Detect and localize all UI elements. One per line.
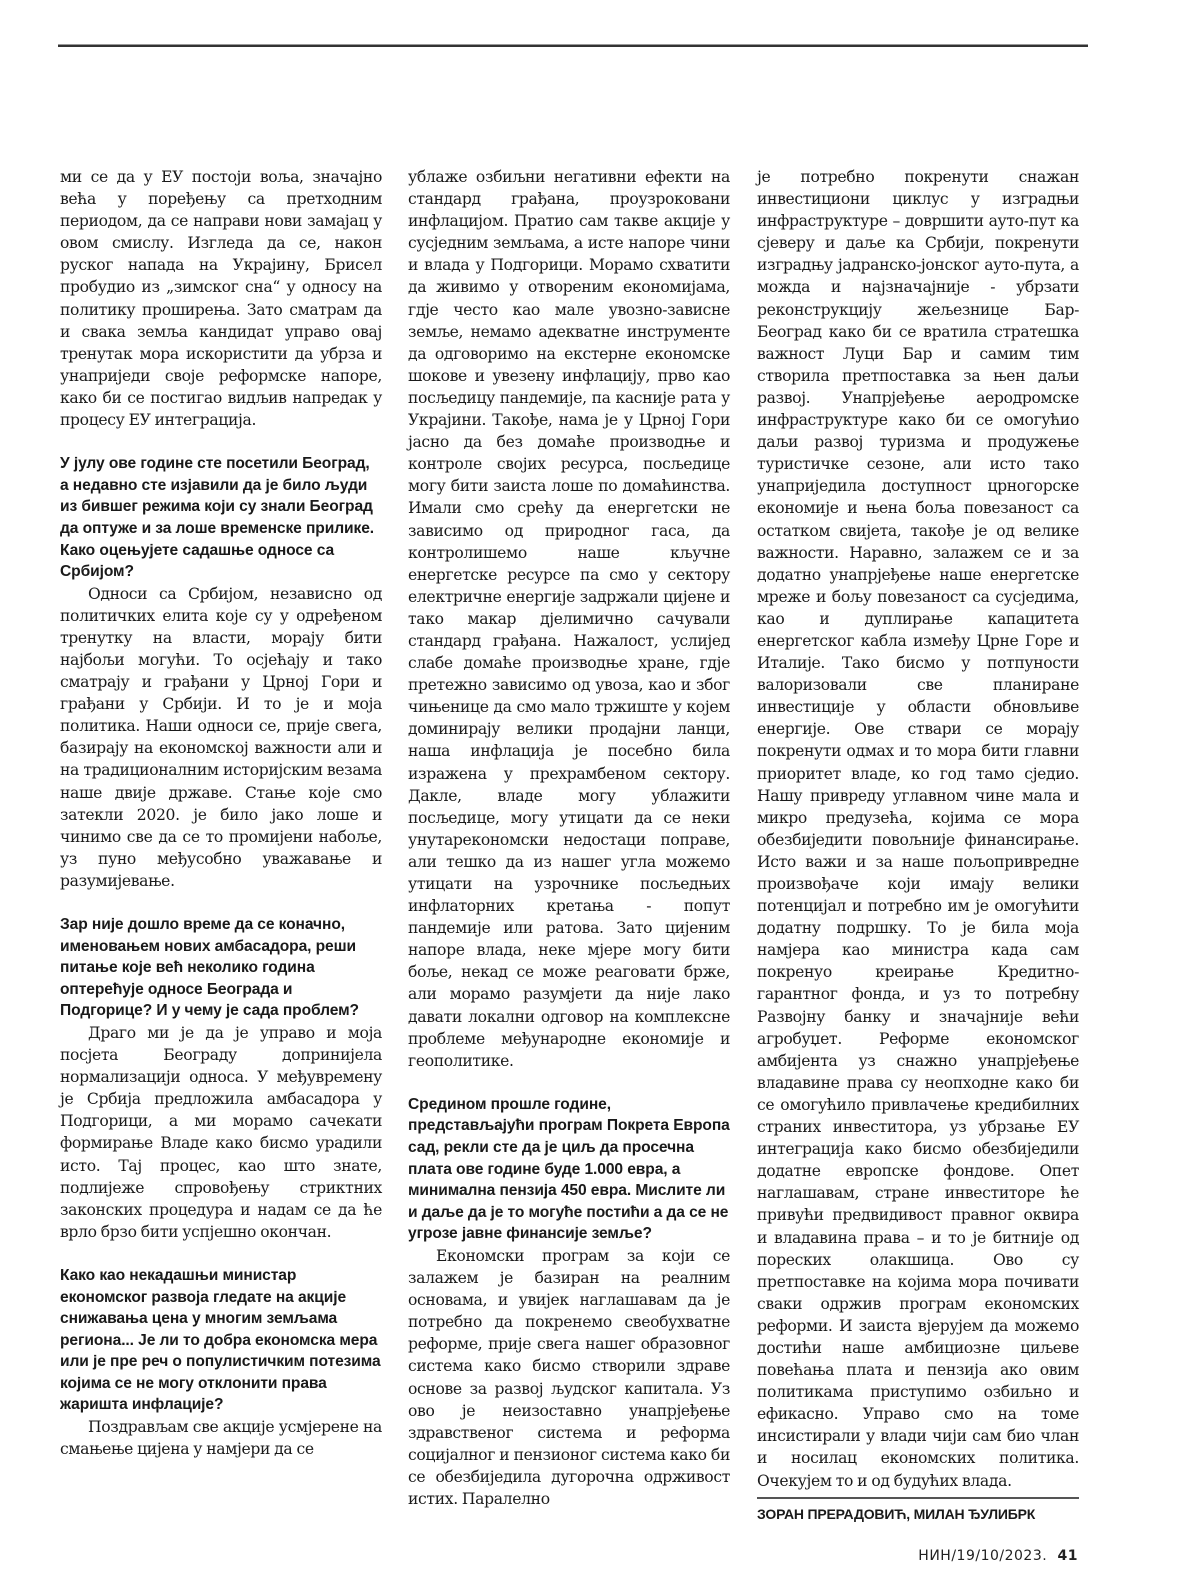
paragraph: Економски програм за који се залажем је базиран на реалним основама, и увијек наглашавам да је потребно да покренемо свеобухватне реформе, прије свега нашег образовног система како бисмо створили здраве основе за развој људског капитала. Уз ово је неизоставно унапрјеђење здравственог система и реформа социјалног и пензионог система како би се обезбиједила дугорочна одрживост истих. Паралелно	[408, 1247, 730, 1509]
publication-date: НИН/19/10/2023.	[918, 1548, 1048, 1564]
paragraph: Односи са Србијом, независно од политичких елита које су у одређеном тренутку на власти, морају бити најбољи могући. То осјећају и тако сматрају и грађани у Црној Гори и грађани у Србији. И то је и моја политика. Наши односи се, прије свега, базирају на економској важности али и на традиционалним историјским везама наше двије државе. Стање које смо затекли 2020. је било јако лоше и чинимо све да се то промијени набоље, уз пуно међусобно уважавање и разумијевање.	[60, 584, 382, 890]
top-rule	[58, 44, 1088, 47]
interview-question: У јулу ове године сте посетили Београд, а недавно сте изјавили да је било људи из бившег режима који су знали Београд да оптуже и за лоше временске прилике. Како оцењујете садашње односе са Србијом?	[60, 455, 375, 581]
author-byline: ЗОРАН ПРЕРАДОВИЋ, МИЛАН ЂУЛИБРК	[757, 1506, 1036, 1522]
column-3	[757, 166, 1079, 1492]
paragraph: Драго ми је да је управо и моја посјета Београду допринијела нормализацији односа. У међувремену је Србија предложила амбасадора у Подгорици, а ми морамо сачекати формирање Владе како бисмо урадили исто. Тај процес, као што знате, подлијеже спровођењу стриктних законских процедура и надам се да ће врло брзо бити успјешно окончан.	[60, 1023, 382, 1241]
column-1	[60, 166, 382, 1460]
paragraph: ми се да у ЕУ постоји воља, значајно већа у поређењу са претходним периодом, да се направи нови замајац у овом смислу. Изгледа да се, након руског напада на Украјину, Брисел пробудио из „зимског сна“ у односу на политику проширења. Зато сматрам да и свака земља кандидат управо овај тренутак мора искористити да убрза и унаприједи своје реформске напоре, како би се постигао видљив напредак у процесу ЕУ интеграција.	[60, 168, 382, 430]
paragraph: ублаже озбиљни негативни ефекти на стандард грађана, проузроковани инфлацијом. Пратио сам такве акције у сусједним земљама, а исте напоре чини и влада у Подгорици. Морамо схватити да живимо у отвореним економијама, гдје често као мале увозно-зависне земље, немамо адекватне инструменте да одговоримо на екстерне економске шокове и увезену инфлацију, прво као посљедицу пандемије, па касније рата у Украјини. Такође, нама је у Црној Гори јасно да без домаће производње и контроле својих ресурса, посљедице могу бити заиста лоше по домаћинства. Имали смо срећу да енергетски не зависимо од природног гаса, да контролишемо наше кључне енергетске ресурсе па смо у сектору електричне енергије задржали цијене и тако макар дјелимично сачували стандард грађана. Нажалост, услијед слабе домаће производње хране, гдје претежно зависимо од увоза, као и због чињенице да смо мало тржиште у којем доминирају велики продајни ланци, наша инфлација је посебно била изражена у прехрамбеном сектору. Дакле, владе могу ублажити посљедице, могу утицати да се неки унутарекономски недостаци поправе, али тешко да из нашег угла можемо утицати на узрочнике посљедњих инфлаторних кретања - попут пандемије или ратова. Зато цијеним напоре влада, неке мјере могу бити боље, некад се може реаговати брже, али морамо разумјети да није лако давати локални одговор на комплексне проблеме међународне економије и геополитике.	[408, 168, 730, 1070]
page-number: 41	[1052, 1548, 1078, 1564]
interview-question: Како као некадашњи министар економског развоја гледате на акције снижавања цена у многим земљама региона... Је ли то добра економска мера или је пре реч о популистичким потезима којима се не могу отклонити права жаришта инфлације?	[60, 1266, 381, 1414]
column-2	[408, 166, 730, 1510]
paragraph: је потребно покренути снажан инвестициони циклус у изградњи инфраструктуре – довршити ауто-пут ка сјеверу и даље ка Србији, покренути изградњу јадранско-јонског ауто-пута, а можда и најзначајније - убрзати реконструкцију жељезнице Бар-Београд како би се вратила стратешка важност Луци Бар и самим тим створила претпоставка за њен даљи развој. Унапрјеђење аеродромске инфраструктуре како би се омогућио даљи развој туризма и продужење туристичке сезоне, али исто тако унаприједила доступност црногорске економије и њена боља повезаност са остатком свијета, такође је од велике важности. Наравно, залажем се и за додатно унапрјеђење наше енергетске мреже и бољу повезаност са сусједима, као и дуплирање капацитета енергетског кабла између Црне Горе и Италије. Тако бисмо у потпуности валоризовали све планиране инвестиције у области обновљиве енергије. Ове ствари се морају покренути одмах и то мора бити главни приоритет владе, ко год тамо сједио. Нашу привреду углавном чине мала и микро предузећа, којима се мора обезбиједити повољније финансирање. Исто важи и за наше пољопривредне произвођаче који имају велики потенцијал и потребно им је омогућити додатну подршку. То је била моја намјера као министра када сам покренуо креирање Кредитно-гарантног фонда, и уз то потребну Развојну банку и значајније већи агробуџет. Реформе економског амбијента уз снажно унапрјеђење владавине права су неопходне како би се омогућило привлачење кредибилних страних инвеститора, уз убрзање ЕУ интеграција како бисмо обезбиједили додатне европске фондове. Опет наглашавам, стране инвеститоре ће привући предвидивост правног оквира и владавина права – и то је битније од пореских олакшица. Ово су претпоставке на којима мора почивати сваки одржив програм економских реформи. И заиста вјерујем да можемо достићи наше амбициозне циљеве повећања плата и пензија ако овим политикама приступимо озбиљно и ефикасно. Управо смо на томе инсистирали у влади чији сам био члан и носилац економских политика. Очекујем то и од будућих влада.	[757, 168, 1079, 1490]
byline-rule	[757, 1497, 1079, 1499]
interview-question: Зар није дошло време да се коначно, именовањем нових амбасадора, реши питање које већ неколико година оптерећује односе Београда и Подгорице? И у чему је сада проблем?	[60, 916, 359, 1020]
interview-question: Средином прошле године, представљајући програм Покрета Европа сад, рекли сте да је циљ да просечна плата ове године буде 1.000 евра, а минимална пензија 450 евра. Мислите ли и даље да је то могуће постићи а да се не угрозе јавне финансије земље?	[408, 1095, 730, 1243]
page-footer	[918, 1548, 1078, 1564]
paragraph: Поздрављам све акције усмјерене на смањење цијена у намјери да се	[60, 1418, 382, 1459]
